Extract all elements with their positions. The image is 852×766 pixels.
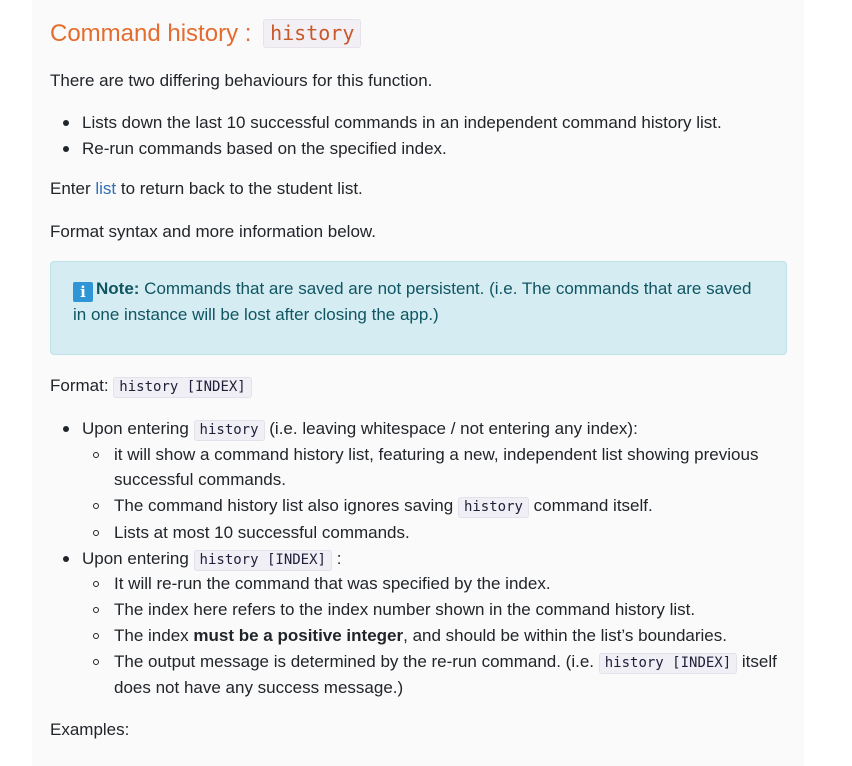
- behaviour-item: Lists down the last 10 successful commands in an independent command history list.: [82, 113, 722, 132]
- documentation-page: [32, 0, 804, 766]
- detail-item: The index must be a positive integer, and should be within the list’s boundaries.: [114, 626, 727, 645]
- circle-bullet-icon: [93, 452, 99, 458]
- detail-item: The command history list also ignores saving history command itself.: [114, 493, 653, 520]
- upon-entering-history: Upon entering history (i.e. leaving whitespace / not entering any index):: [82, 416, 638, 443]
- intro-text: There are two differing behaviours for this function.: [50, 71, 433, 90]
- section-heading: Command history : history: [50, 19, 361, 48]
- bullet-icon: [63, 146, 69, 152]
- circle-bullet-icon: [93, 659, 99, 665]
- upon-entering-history-index: Upon entering history [INDEX] :: [82, 546, 341, 573]
- note-label: Note:: [96, 279, 140, 298]
- info-icon: i: [73, 282, 93, 302]
- detail-item: it will show a command history list, featuring a new, independent list showing previous: [114, 445, 759, 464]
- detail-item-cont: does not have any success message.): [114, 678, 404, 697]
- note-callout: [50, 261, 787, 355]
- circle-bullet-icon: [93, 607, 99, 613]
- behaviour-item: Re-run commands based on the specified index.: [82, 139, 447, 158]
- detail-item-cont: successful commands.: [114, 470, 286, 489]
- heading-code: history: [263, 19, 361, 48]
- note-text: i Note: Commands that are saved are not persistent. (i.e. The commands that are saved in one instance will be lost after closing the app.): [73, 279, 752, 324]
- detail-item: The index here refers to the index number shown in the command history list.: [114, 600, 696, 619]
- detail-item: Lists at most 10 successful commands.: [114, 523, 410, 542]
- detail-item: It will re-run the command that was specified by the index.: [114, 574, 551, 593]
- circle-bullet-icon: [93, 503, 99, 509]
- bullet-icon: [63, 556, 69, 562]
- bullet-icon: [63, 120, 69, 126]
- examples-label: Examples:: [50, 720, 130, 739]
- circle-bullet-icon: [93, 530, 99, 536]
- bullet-icon: [63, 426, 69, 432]
- list-link[interactable]: list: [95, 179, 117, 198]
- enter-instruction: Enter list to return back to the student list.: [50, 179, 363, 198]
- format-code: history [INDEX]: [113, 377, 251, 398]
- circle-bullet-icon: [93, 581, 99, 587]
- format-line: Format: history [INDEX]: [50, 373, 252, 400]
- detail-item: The output message is determined by the re-run command. (i.e. history [INDEX] itself: [114, 649, 777, 676]
- format-intro: Format syntax and more information below.: [50, 222, 376, 241]
- circle-bullet-icon: [93, 633, 99, 639]
